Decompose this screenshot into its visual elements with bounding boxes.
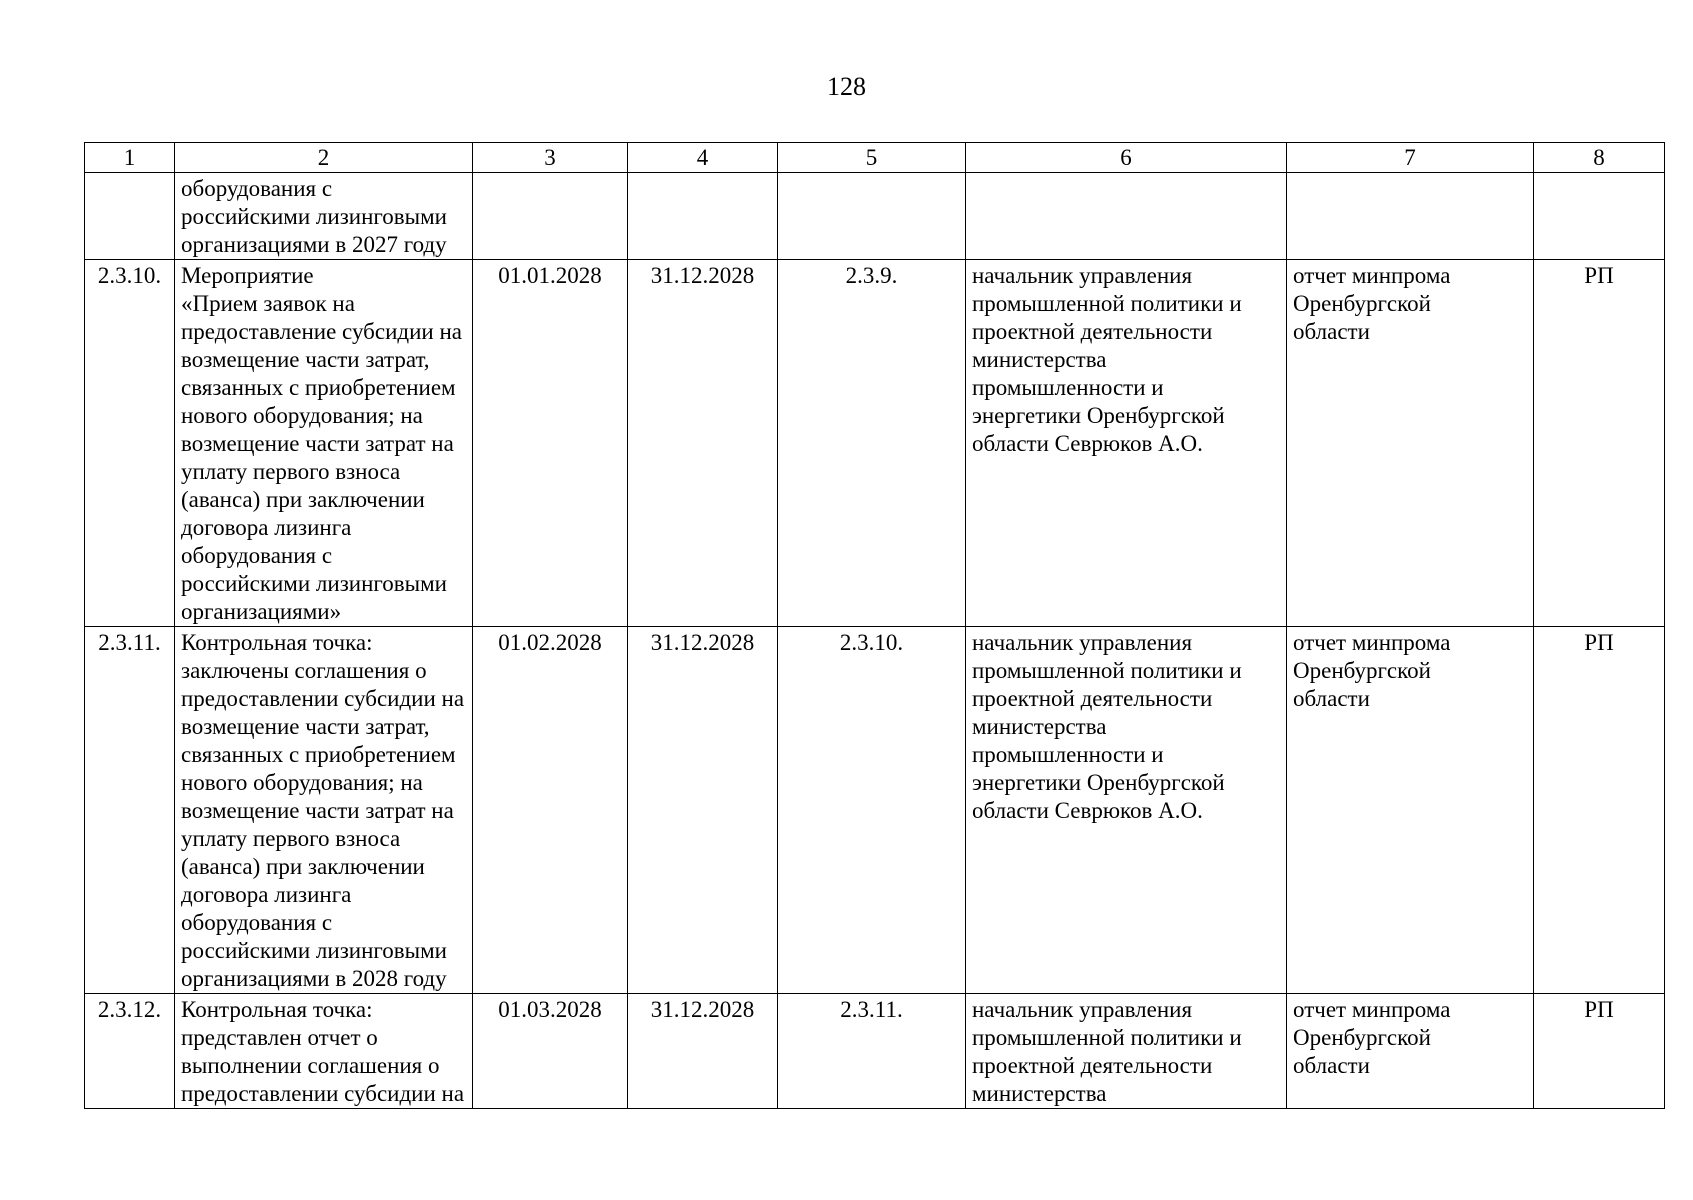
row-end-date-cell: 31.12.2028 (628, 627, 778, 994)
row-responsible-cell (966, 173, 1287, 260)
row-predecessor-cell: 2.3.10. (778, 627, 966, 994)
row-name-cell: оборудования с российскими лизинговыми организациями в 2027 году (175, 173, 473, 260)
row-end-date-cell (628, 173, 778, 260)
column-header-5: 5 (778, 143, 966, 173)
row-predecessor-cell (778, 173, 966, 260)
column-header-1: 1 (85, 143, 175, 173)
row-start-date-cell: 01.03.2028 (473, 994, 628, 1109)
row-level-cell: РП (1534, 994, 1665, 1109)
row-level-cell: РП (1534, 627, 1665, 994)
column-header-row (85, 143, 1665, 173)
row-number-cell (85, 173, 175, 260)
row-number-cell: 2.3.11. (85, 627, 175, 994)
table-row (85, 260, 1665, 627)
row-number-cell: 2.3.12. (85, 994, 175, 1109)
row-start-date-cell (473, 173, 628, 260)
column-header-2: 2 (175, 143, 473, 173)
row-level-cell: РП (1534, 260, 1665, 627)
column-header-6: 6 (966, 143, 1287, 173)
row-document-cell: отчет минпрома Оренбургской области (1287, 260, 1534, 627)
table-row (85, 173, 1665, 260)
row-end-date-cell: 31.12.2028 (628, 260, 778, 627)
table-row (85, 994, 1665, 1109)
row-document-cell: отчет минпрома Оренбургской области (1287, 627, 1534, 994)
column-header-3: 3 (473, 143, 628, 173)
row-end-date-cell: 31.12.2028 (628, 994, 778, 1109)
row-responsible-cell: начальник управления промышленной политики и проектной деятельности министерства промышленности и энергетики Оренбургской области Севрюков А.О. (966, 627, 1287, 994)
row-start-date-cell: 01.02.2028 (473, 627, 628, 994)
column-header-4: 4 (628, 143, 778, 173)
row-predecessor-cell: 2.3.11. (778, 994, 966, 1109)
table-row (85, 627, 1665, 994)
row-number-cell: 2.3.10. (85, 260, 175, 627)
row-name-cell: Контрольная точка: представлен отчет о выполнении соглашения о предоставлении субсидии на (175, 994, 473, 1109)
row-responsible-cell: начальник управления промышленной политики и проектной деятельности министерства (966, 994, 1287, 1109)
row-document-cell (1287, 173, 1534, 260)
row-document-cell: отчет минпрома Оренбургской области (1287, 994, 1534, 1109)
row-level-cell (1534, 173, 1665, 260)
page-number: 128 (827, 72, 866, 101)
row-start-date-cell: 01.01.2028 (473, 260, 628, 627)
plan-table (84, 142, 1665, 1109)
column-header-8: 8 (1534, 143, 1665, 173)
column-header-7: 7 (1287, 143, 1534, 173)
row-responsible-cell: начальник управления промышленной политики и проектной деятельности министерства промышленности и энергетики Оренбургской области Севрюков А.О. (966, 260, 1287, 627)
row-predecessor-cell: 2.3.9. (778, 260, 966, 627)
row-name-cell: Контрольная точка: заключены соглашения о предоставлении субсидии на возмещение части затрат, связанных с приобретением нового оборудования; на возмещение части затрат на уплату первого взноса (аванса) при заключении договора лизинга оборудования с российскими лизинговыми организациями в 2028 году (175, 627, 473, 994)
row-name-cell: Мероприятие «Прием заявок на предоставление субсидии на возмещение части затрат, связанных с приобретением нового оборудования; на возмещение части затрат на уплату первого взноса (аванса) при заключении договора лизинга оборудования с российскими лизинговыми организациями» (175, 260, 473, 627)
